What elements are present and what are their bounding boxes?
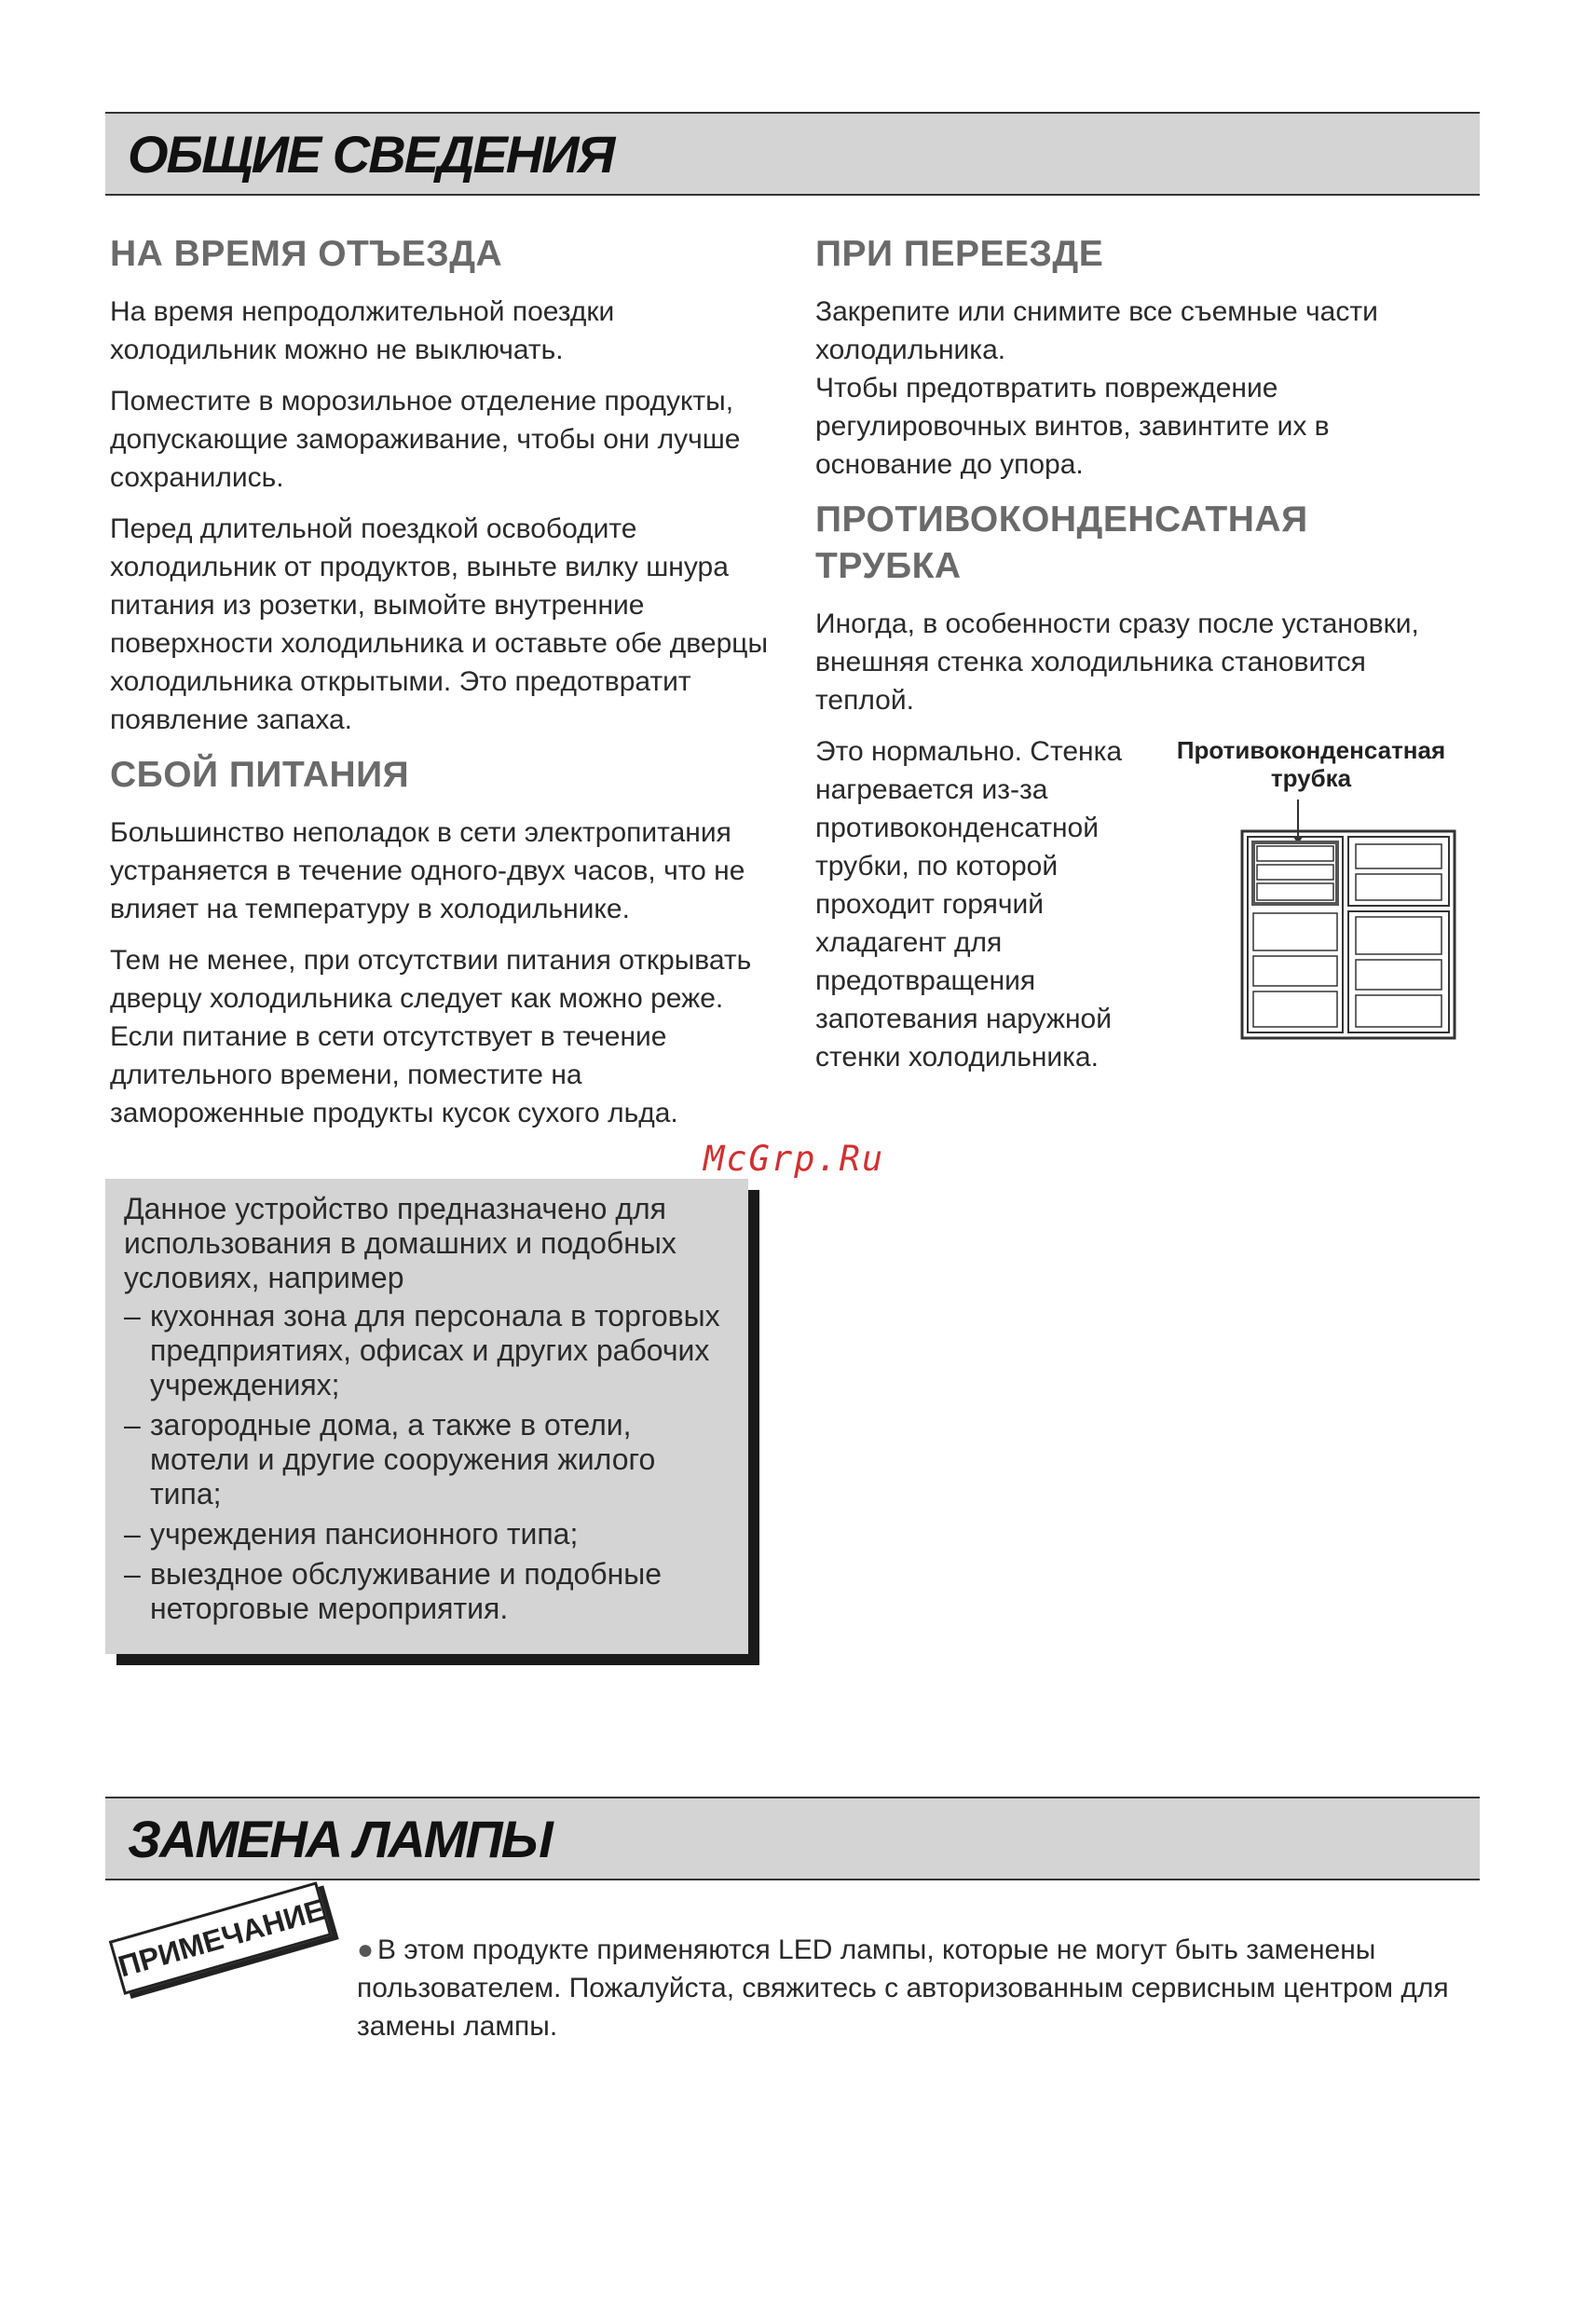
moving-paragraph-1: Закрепите или снимите все съемные части холодильника.	[815, 296, 1378, 365]
heading-vacation: НА ВРЕМЯ ОТЪЕЗДА	[110, 234, 503, 274]
section-title-general: ОБЩИЕ СВЕДЕНИЯ	[128, 125, 614, 184]
lamp-note	[357, 1931, 1494, 2045]
power-paragraph-2: Тем не менее, при отсутствии питания открывать дверцу холодильника следует как можно реже. Если питание в сети отсутствует в течение длительного времени, поместите на замороженные продукты кусок сухого льда.	[110, 945, 752, 1128]
watermark: McGrp.Ru	[704, 1139, 885, 1179]
heading-power-failure: СБОЙ ПИТАНИЯ	[110, 755, 410, 795]
fridge-left-shelf-3	[1257, 883, 1333, 900]
heading-anti-condensation-pipe: ПРОТИВОКОНДЕНСАТНАЯ ТРУБКА	[815, 499, 1308, 586]
heading-moving: ПРИ ПЕРЕЕЗДЕ	[815, 234, 1104, 274]
usage-list	[124, 1299, 730, 1626]
power-paragraph-1: Большинство неполадок в сети электропитания устраняется в течение одного-двух часов, что не влияет на температуру в холодильнике.	[110, 817, 745, 924]
bullet-icon: ●	[357, 1934, 375, 1965]
fridge-right-shelf-1	[1356, 844, 1442, 868]
usage-list-item: – выездное обслуживание и подобные неторговые мероприятия.	[124, 1557, 730, 1626]
vacation-paragraph-1: На время непродолжительной поездки холодильник можно не выключать.	[110, 296, 615, 365]
pipe-paragraph-2: Это нормально. Стенка нагревается из-за противоконденсатной трубки, по которой проходит горячий хладагент для предотвращения запотевания наружной стенки холодильника.	[815, 736, 1123, 1073]
vacation-paragraph-3: Перед длительной поездкой освободите холодильник от продуктов, выньте вилку шнура питания из розетки, вымойте внутренние поверхности холодильника и оставьте обе дверцы холодильника открытыми. Это предотвратит появление запаха.	[110, 513, 769, 735]
fridge-right-top-door	[1348, 837, 1449, 906]
vacation-paragraph-2: Поместите в морозильное отделение продукты, допускающие замораживание, чтобы они лучше сохранились.	[110, 386, 741, 493]
note-stamp-label: ПРИМЕЧАНИЕ	[109, 1881, 333, 1995]
fridge-right-drawer-2	[1356, 960, 1442, 990]
fridge-right-shelf-2	[1356, 874, 1442, 900]
section-header-general	[105, 112, 1480, 196]
left-column	[110, 231, 781, 1145]
note-stamp	[109, 1881, 333, 1995]
fridge-left-drawer-3	[1253, 991, 1337, 1027]
lamp-note-text: В этом продукте применяются LED лампы, которые не могут быть заменены пользователем. Пожалуйста, свяжитесь с авторизованным сервисным центром для замены лампы.	[357, 1934, 1449, 2042]
fridge-left-door	[1248, 837, 1343, 1032]
usage-list-item: – загородные дома, а также в отели, мотели и другие сооружения жилого типа;	[124, 1408, 730, 1511]
fridge-right-drawer-3	[1356, 995, 1442, 1027]
pipe-paragraph-1: Иногда, в особенности сразу после установки, внешняя стенка холодильника становится теплой.	[815, 608, 1419, 716]
fridge-left-drawer-2	[1253, 956, 1337, 986]
fridge-right-drawer-1	[1356, 917, 1442, 954]
usage-notice-box	[105, 1179, 748, 1654]
section-header-lamp	[105, 1797, 1480, 1880]
figure-label-pipe: Противоконденсатная трубка	[1176, 736, 1446, 792]
refrigerator-diagram	[1235, 792, 1468, 1044]
usage-list-item: – учреждения пансионного типа;	[124, 1517, 730, 1552]
usage-intro: Данное устройство предназначено для использования в домашних и подобных условиях, например	[124, 1192, 676, 1294]
section-title-lamp: ЗАМЕНА ЛАМПЫ	[128, 1810, 552, 1868]
fridge-left-shelf-1	[1257, 846, 1333, 861]
fridge-pipe-frame	[1253, 842, 1337, 904]
fridge-right-bottom-door	[1348, 911, 1449, 1032]
fridge-left-shelf-2	[1257, 865, 1333, 880]
moving-paragraph-2: Чтобы предотвратить повреждение регулировочных винтов, завинтите их в основание до упора.	[815, 373, 1330, 480]
usage-list-item: – кухонная зона для персонала в торговых предприятиях, офисах и других рабочих учреждениях;	[124, 1299, 730, 1402]
fridge-left-drawer-1	[1253, 913, 1337, 950]
